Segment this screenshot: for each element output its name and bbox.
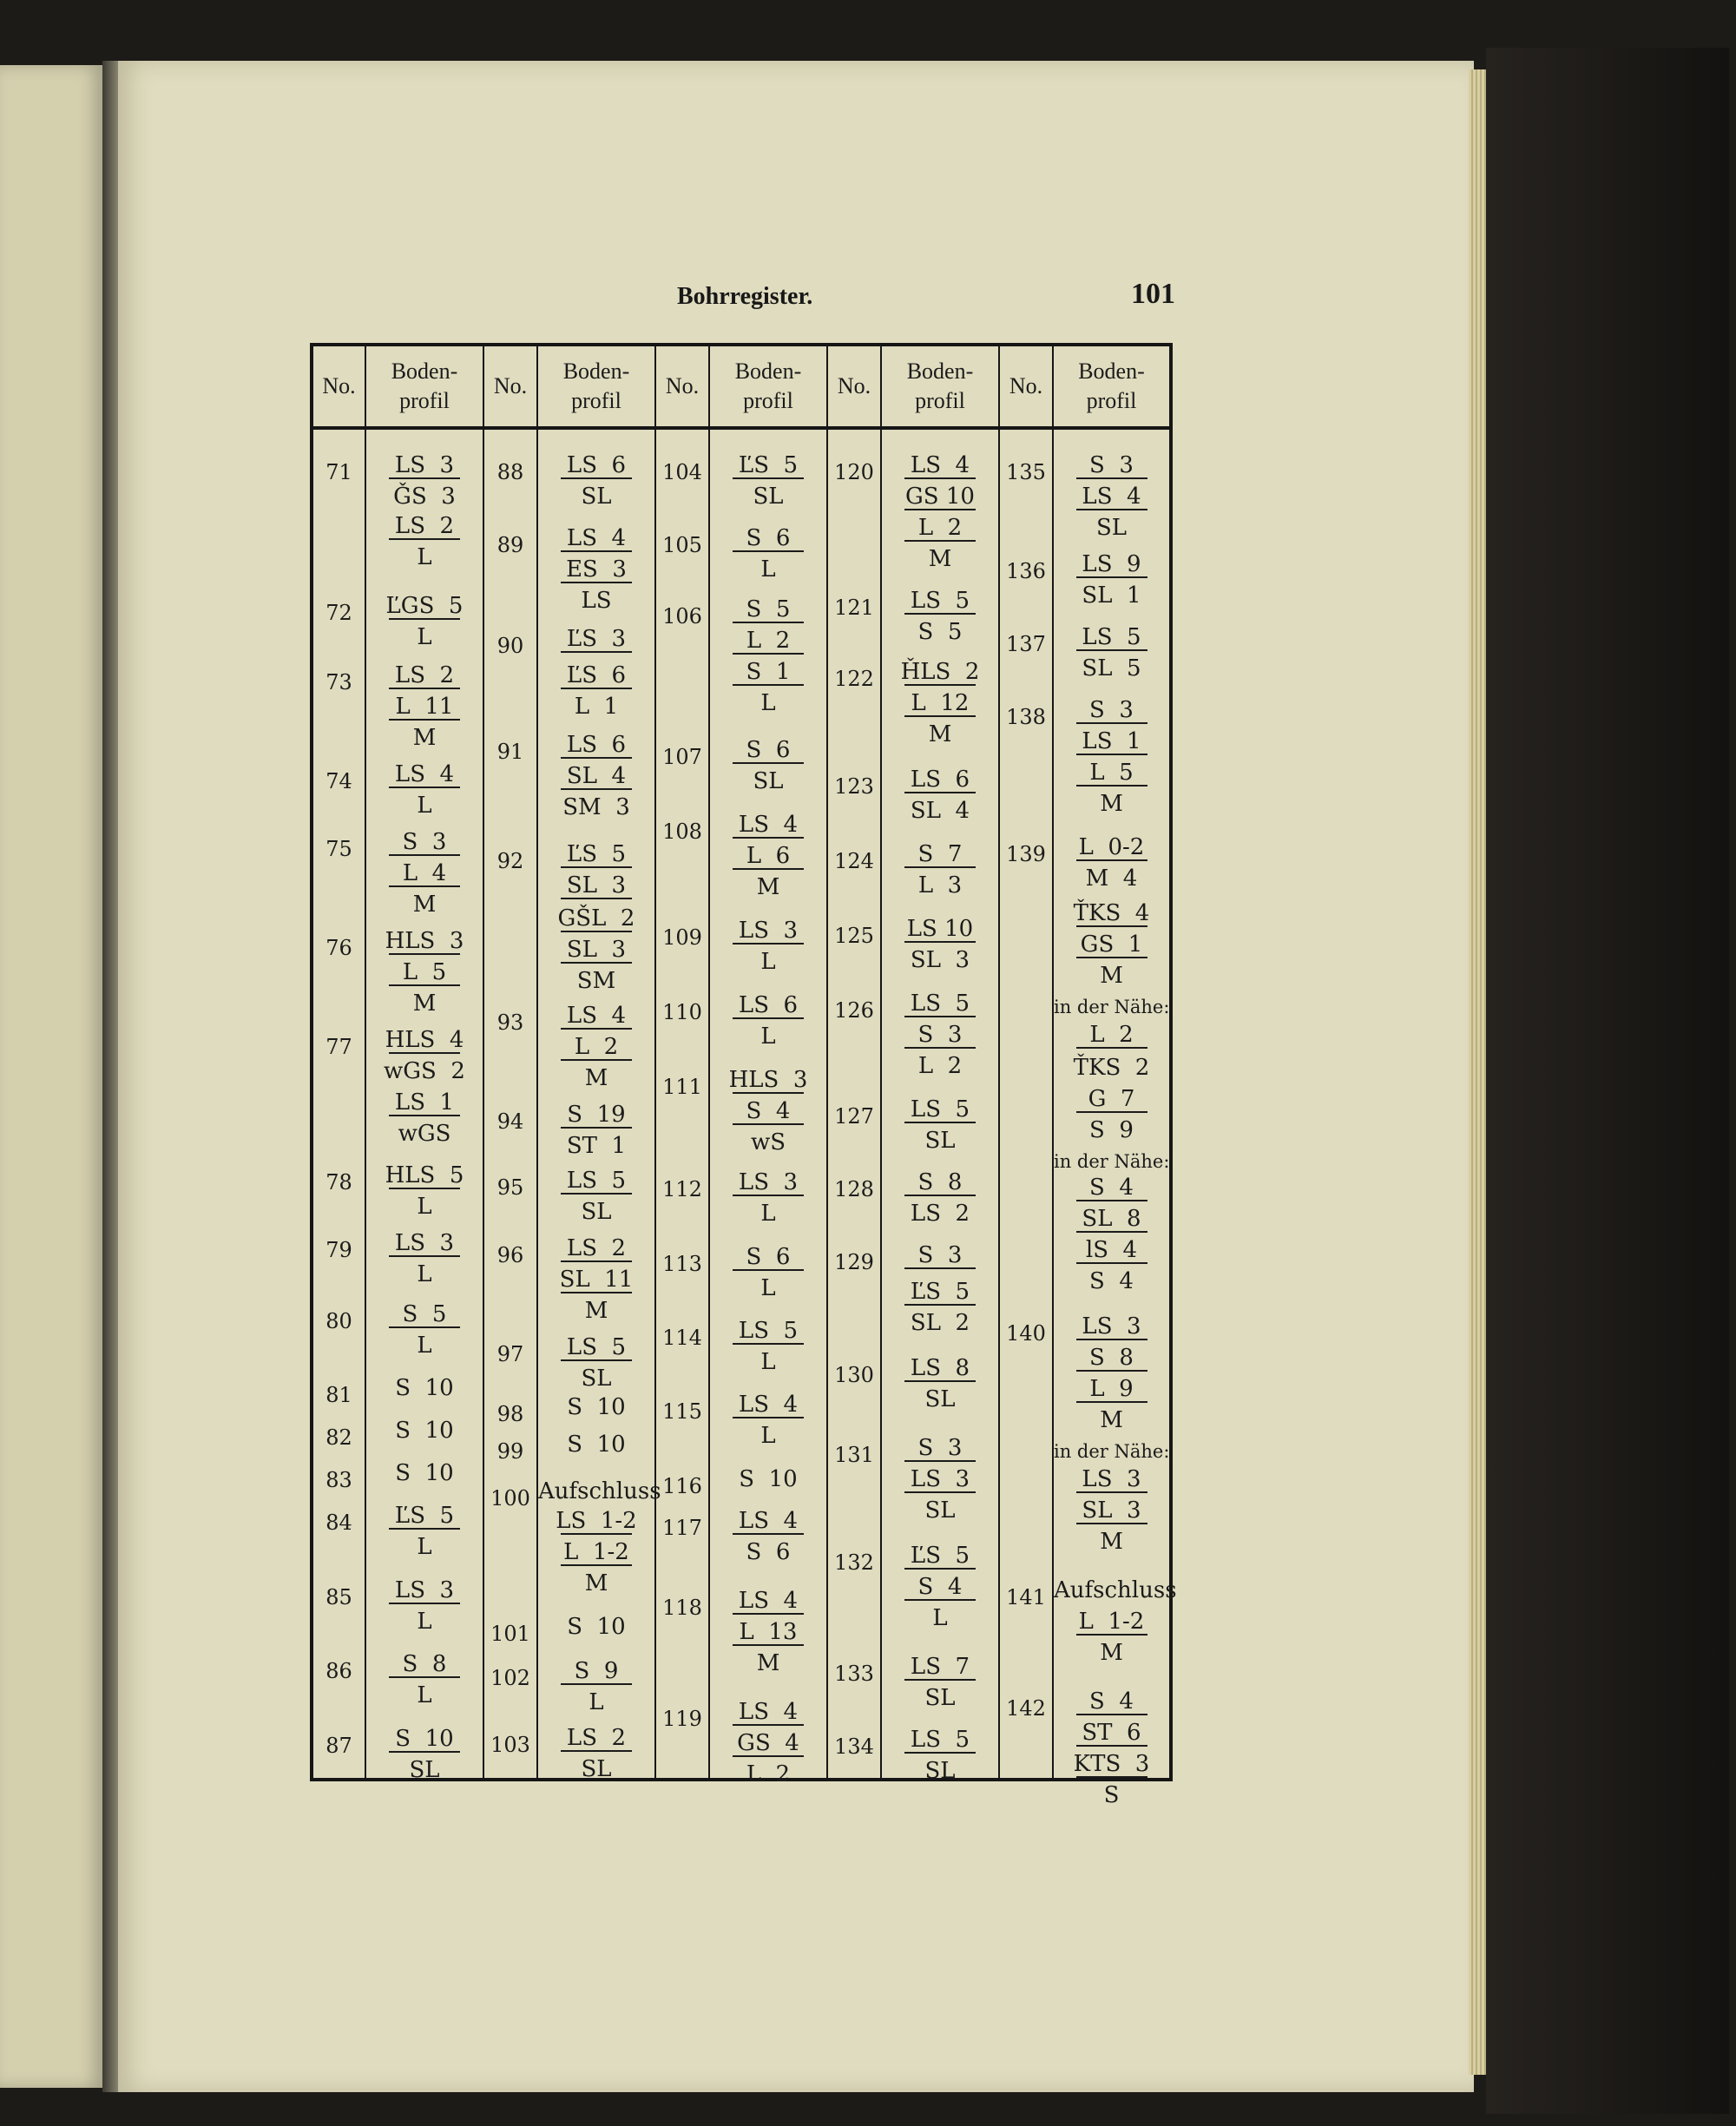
bohrung-number: 139 [1006, 842, 1046, 866]
profile-layer: L 0-2 [1054, 833, 1169, 862]
profile-layer: S 6 [710, 1242, 826, 1272]
header-bodenprofil: Boden- profil [1053, 345, 1171, 428]
profile-layer: M [584, 1065, 608, 1091]
profile-layer: L [417, 1609, 432, 1635]
table-header-row [312, 345, 1171, 428]
bohrung-number: 79 [326, 1238, 352, 1262]
profile-layer: M [584, 1298, 608, 1324]
profile-layer: HLS 5 [366, 1161, 483, 1190]
header-bodenprofil: Boden- profil [709, 345, 827, 428]
bohrung-number: 102 [490, 1666, 530, 1690]
bohrung-number: 71 [326, 460, 352, 484]
profile-layer: LS 9 [1054, 550, 1169, 579]
profile-layer: LS 7 [882, 1652, 998, 1682]
profile-layer: M [756, 1650, 780, 1676]
profile-layer: L [589, 1689, 604, 1715]
profile-layer: L 2 [882, 513, 998, 543]
profile-layer: SL 5 [1082, 655, 1141, 681]
profile-layer: L [760, 556, 776, 583]
bohrung-number: 96 [496, 1243, 524, 1267]
profile-layer: L 5 [1054, 758, 1169, 787]
profile-layer: S 8 [882, 1168, 998, 1197]
bohrung-number: 115 [662, 1399, 702, 1424]
bohrung-number: 114 [662, 1326, 702, 1350]
bohrung-number: 133 [834, 1662, 874, 1686]
number-column-2 [484, 430, 536, 1778]
profile-layer: HLS 4 [366, 1025, 483, 1055]
profile-layer: L 5 [366, 958, 483, 987]
bohrung-number: 77 [326, 1035, 352, 1059]
profile-layer: LS 4 [538, 1001, 654, 1030]
bohrung-number: 93 [496, 1010, 524, 1035]
profile-layer: L [932, 1605, 948, 1631]
bohrung-number: 92 [496, 849, 524, 873]
profile-layer: L [417, 1682, 432, 1708]
facing-page-edge [0, 65, 102, 2088]
profile-layer: SM 3 [562, 794, 630, 820]
profile-layer: S 4 [1089, 1268, 1134, 1294]
profile-layer: S 7 [882, 839, 998, 869]
bohrung-number: 78 [326, 1170, 352, 1195]
bohrung-number: 104 [662, 460, 702, 484]
profile-layer: L 3 [917, 872, 963, 898]
profile-layer: L 6 [710, 841, 826, 871]
profile-layer: ǦS 3 [393, 484, 456, 510]
bohrung-number: 116 [662, 1474, 702, 1498]
profile-layer: GS 10 [882, 482, 998, 511]
profile-layer: ĽS 5 [710, 451, 826, 480]
profile-layer: M 4 [1085, 866, 1138, 892]
profile-layer: S 5 [366, 1300, 483, 1329]
bohrung-number: 131 [834, 1443, 874, 1467]
profile-layer: M [756, 874, 780, 900]
profile-layer: SL 3 [538, 871, 654, 900]
profile-layer: S [1103, 1782, 1120, 1808]
profile-layer: L 2 [710, 626, 826, 655]
profile-layer: LS 3 [710, 1168, 826, 1197]
profile-layer: L 12 [882, 688, 998, 718]
profile-layer: SL [924, 1497, 956, 1524]
profile-layer: L [760, 1201, 776, 1227]
bohrung-number: 72 [326, 601, 352, 625]
bohrung-number: 107 [662, 745, 702, 769]
profile-layer: LS 3 [366, 1576, 483, 1605]
profile-layer: S 10 [567, 1614, 626, 1640]
profile-layer: ĽS 6 [538, 661, 654, 690]
profile-layer: LS 5 [882, 989, 998, 1018]
profile-layer: L [417, 1194, 432, 1220]
profile-layer: wGS 2 [384, 1058, 465, 1084]
bohrung-number: 97 [496, 1342, 524, 1366]
profile-layer: LS 3 [366, 1228, 483, 1258]
header-bodenprofil: Boden- profil [881, 345, 999, 428]
bohrung-number: 83 [326, 1468, 352, 1492]
profile-layer: LS 4 [1054, 482, 1169, 511]
bohrung-number: 100 [490, 1486, 530, 1511]
profile-layer: S 4 [1054, 1173, 1169, 1202]
profile-layer: S 10 [395, 1460, 454, 1486]
bohrung-number: 80 [326, 1309, 352, 1333]
profile-layer: S 4 [1054, 1687, 1169, 1716]
profile-layer: M [1100, 1640, 1123, 1666]
profile-layer: L [417, 1261, 432, 1287]
page-number: 101 [1131, 278, 1175, 310]
bohrung-number: 90 [496, 634, 524, 658]
profile-layer: SM [576, 968, 616, 994]
profile-layer: ST 6 [1054, 1718, 1169, 1748]
profile-layer: ĽS 5 [882, 1541, 998, 1570]
page-edges [1469, 69, 1486, 2075]
profile-layer: S 3 [882, 1020, 998, 1050]
profile-layer: L 2 [1054, 1020, 1169, 1050]
profile-layer: LS 1 [1054, 727, 1169, 756]
bohrung-number: 120 [834, 460, 874, 484]
bohrung-number: 103 [490, 1733, 530, 1757]
bohrung-number: 84 [326, 1511, 352, 1535]
profile-layer: S 19 [538, 1100, 654, 1129]
bohrung-number: 130 [834, 1363, 874, 1387]
bohrung-number: 128 [834, 1177, 874, 1201]
profile-layer: S 4 [882, 1572, 998, 1602]
bohrung-number: 118 [662, 1596, 702, 1620]
profile-layer: LS 5 [538, 1166, 654, 1195]
profile-layer: ĽS 3 [538, 624, 654, 654]
bohrung-number: 137 [1006, 632, 1046, 656]
bohrung-number: 86 [326, 1659, 352, 1683]
profile-layer: LS 4 [366, 760, 483, 789]
profile-layer: S 3 [882, 1433, 998, 1463]
bohrung-number: 136 [1006, 559, 1046, 583]
profile-layer: M [1100, 1529, 1123, 1555]
bohrung-number: 138 [1006, 705, 1046, 729]
bohrung-number: 142 [1006, 1696, 1046, 1721]
profile-column-4 [882, 430, 998, 1784]
profile-layer: LS 3 [366, 451, 483, 480]
profile-layer: LS 5 [538, 1333, 654, 1362]
bohrung-number: 123 [834, 774, 874, 799]
profile-layer: KTS 3 [1054, 1749, 1169, 1779]
running-title: Bohrregister. [677, 283, 813, 310]
bohrung-number: 106 [662, 604, 702, 629]
profile-layer: S 10 [395, 1375, 454, 1401]
profile-layer: L [760, 1423, 776, 1449]
profile-layer: L 2 [917, 1053, 963, 1079]
profile-layer: S 10 [395, 1418, 454, 1444]
profile-layer: L [417, 1333, 432, 1359]
profile-layer: S 10 [567, 1394, 626, 1420]
profile-layer: SL 4 [538, 761, 654, 791]
profile-layer: L 2 [746, 1761, 791, 1787]
profile-layer: M [928, 546, 952, 572]
profile-layer: SL 3 [1054, 1496, 1169, 1525]
profile-layer: S 10 [567, 1432, 626, 1458]
bohrung-number: 119 [662, 1707, 702, 1731]
header-no: No. [827, 345, 881, 428]
profile-layer: ST 1 [566, 1133, 627, 1159]
bohrung-number: 121 [834, 596, 874, 620]
bohrung-number: 140 [1006, 1321, 1046, 1346]
bohrung-number: 82 [326, 1425, 352, 1450]
bohrung-number: 124 [834, 849, 874, 873]
profile-layer: M [1100, 791, 1123, 817]
profile-layer: LS 6 [710, 991, 826, 1020]
bohrung-number: 109 [662, 925, 702, 950]
bohrung-number: 75 [326, 837, 352, 861]
profile-layer: SL 1 [1082, 583, 1141, 609]
profile-layer: M [412, 892, 437, 918]
profile-layer: SL 8 [1054, 1204, 1169, 1234]
profile-layer: ŤKS 2 [1073, 1055, 1150, 1081]
bohrung-number: 132 [834, 1550, 874, 1575]
profile-layer: LS 3 [1054, 1465, 1169, 1494]
profile-layer: ĽS 5 [882, 1277, 998, 1307]
profile-layer: S 6 [710, 735, 826, 765]
profile-layer: HLS 3 [710, 1065, 826, 1095]
bohrung-number: 89 [496, 533, 524, 557]
profile-layer: L [760, 1024, 776, 1050]
profile-layer: LS 5 [882, 1095, 998, 1124]
profile-layer: SL [1095, 515, 1128, 541]
profile-layer: SL 4 [910, 798, 970, 824]
bohrung-number: 113 [662, 1252, 702, 1276]
profile-layer: LS 8 [882, 1353, 998, 1383]
profile-layer: LS 6 [538, 730, 654, 760]
profile-layer: Aufschluss [1054, 1577, 1177, 1603]
profile-layer: LS 1 [366, 1088, 483, 1117]
profile-layer: S 3 [1054, 695, 1169, 725]
profile-layer: M [412, 725, 437, 751]
profile-layer: LS 2 [538, 1723, 654, 1753]
profile-layer: S 9 [538, 1656, 654, 1686]
profile-layer: wGS [398, 1121, 451, 1147]
bohrung-number: 98 [496, 1402, 524, 1426]
profile-layer: LS 2 [366, 661, 483, 690]
profile-layer: LS 4 [710, 1390, 826, 1419]
bohrung-number: 127 [834, 1104, 874, 1129]
profile-layer: Aufschluss [538, 1478, 661, 1504]
profile-layer: LS 5 [882, 1725, 998, 1754]
profile-layer: ĽS 5 [366, 1501, 483, 1530]
profile-layer: M [584, 1570, 608, 1596]
profile-layer: GS 1 [1054, 930, 1169, 959]
bohrung-number: 95 [496, 1175, 524, 1200]
bohrregister-table [310, 343, 1177, 1808]
bohrung-number: 134 [834, 1734, 874, 1759]
profile-layer: ES 3 [538, 555, 654, 584]
profile-layer: ŤKS 4 [1054, 898, 1169, 928]
profile-layer: in der Nähe: [1054, 1441, 1170, 1462]
profile-layer: L 1-2 [538, 1537, 654, 1567]
profile-layer: SL [924, 1386, 956, 1412]
profile-layer: HLS 3 [366, 926, 483, 956]
profile-layer: M [1100, 1407, 1123, 1433]
profile-layer: LS 2 [538, 1234, 654, 1263]
bohrung-number: 110 [662, 1000, 702, 1024]
bohrung-number: 126 [834, 998, 874, 1023]
bohrung-number: 111 [662, 1075, 702, 1099]
profile-layer: LS 4 [710, 1697, 826, 1727]
header-no: No. [655, 345, 709, 428]
profile-layer: S 8 [1054, 1343, 1169, 1372]
profile-layer: LS 1-2 [538, 1506, 654, 1536]
profile-layer: ĽS 5 [538, 839, 654, 869]
profile-layer: L [760, 690, 776, 716]
header-no: No. [312, 345, 365, 428]
profile-layer: S 6 [746, 1539, 791, 1565]
bohrung-number: 117 [662, 1516, 702, 1540]
profile-layer: S 6 [710, 523, 826, 553]
profile-layer: S 3 [882, 1241, 998, 1270]
profile-layer: SL [753, 768, 784, 794]
profile-layer: L 4 [366, 859, 483, 888]
profile-layer: S 3 [1054, 451, 1169, 480]
number-column-1 [313, 430, 365, 1778]
profile-layer: ȞLS 2 [882, 657, 998, 687]
profile-layer: LS 2 [910, 1201, 970, 1227]
profile-layer: LS 10 [882, 914, 998, 944]
profile-layer: LS 4 [538, 523, 654, 553]
profile-layer: S 4 [710, 1096, 826, 1126]
profile-layer: L [760, 1349, 776, 1375]
profile-layer: S 8 [366, 1649, 483, 1679]
profile-layer: S 5 [917, 619, 963, 645]
profile-layer: L [417, 793, 432, 819]
profile-layer: L 9 [1054, 1374, 1169, 1404]
profile-layer: GS 4 [710, 1728, 826, 1758]
bohrung-number: 76 [326, 936, 352, 960]
profile-column-5 [1054, 430, 1177, 1808]
profile-layer: LS 4 [710, 1506, 826, 1536]
profile-layer: LS 4 [710, 810, 826, 839]
profile-layer: LS 3 [882, 1465, 998, 1494]
profile-layer: L [417, 624, 432, 650]
profile-layer: lS 4 [1054, 1235, 1169, 1265]
profile-layer: LS 5 [1054, 622, 1169, 652]
profile-layer: S 1 [710, 657, 826, 687]
profile-layer: SL 2 [910, 1310, 970, 1336]
profile-layer: M [1100, 963, 1123, 989]
profile-layer: S 5 [710, 595, 826, 624]
number-column-3 [656, 430, 708, 1778]
profile-column-3 [710, 430, 826, 1787]
profile-layer: S 10 [739, 1466, 798, 1492]
bohrung-number: 101 [490, 1622, 530, 1646]
profile-layer: SL [753, 484, 784, 510]
profile-layer: SL 3 [910, 947, 970, 973]
profile-layer: LS 6 [882, 765, 998, 794]
profile-layer: M [928, 721, 952, 747]
bohrung-number: 74 [326, 769, 352, 793]
profile-layer: SL [581, 484, 612, 510]
header-no: No. [483, 345, 537, 428]
profile-layer: LS 4 [710, 1586, 826, 1616]
bohrung-number: 122 [834, 667, 874, 691]
profile-column-2 [538, 430, 661, 1782]
profile-layer: LS 2 [366, 511, 483, 541]
profile-layer: L [760, 949, 776, 975]
profile-layer: L 1 [574, 694, 619, 720]
profile-layer: SL 11 [538, 1265, 654, 1294]
profile-layer: L 2 [538, 1032, 654, 1062]
profile-layer: L 13 [710, 1617, 826, 1647]
profile-layer: L 11 [366, 692, 483, 721]
bohrung-number: 125 [834, 924, 874, 948]
profile-layer: SL 3 [538, 935, 654, 964]
profile-layer: LS 5 [710, 1316, 826, 1346]
profile-layer: SL [924, 1128, 956, 1154]
profile-layer: S 9 [1089, 1117, 1134, 1143]
profile-layer: G 7 [1054, 1084, 1169, 1114]
profile-layer: GŠL 2 [538, 904, 654, 933]
bohrung-number: 105 [662, 533, 702, 557]
profile-layer: wS [750, 1129, 786, 1155]
profile-layer: SL [924, 1685, 956, 1711]
profile-layer: SL [581, 1756, 612, 1782]
profile-layer: in der Nähe: [1054, 997, 1170, 1017]
table-body-row [312, 428, 1171, 1780]
number-column-5 [1000, 430, 1052, 1778]
bohrung-number: 112 [662, 1177, 702, 1201]
profile-layer: LS 6 [538, 451, 654, 480]
bohrung-number: 94 [496, 1109, 524, 1134]
bohrung-number: 91 [496, 740, 524, 764]
profile-layer: LS [581, 588, 612, 614]
bohrung-number: 81 [326, 1383, 352, 1407]
profile-layer: S 3 [366, 827, 483, 857]
bohrung-number: 129 [834, 1250, 874, 1274]
bohrung-number: 99 [496, 1439, 524, 1464]
bohrung-number: 88 [496, 460, 524, 484]
bohrung-number: 85 [326, 1585, 352, 1609]
profile-layer: L [417, 1534, 432, 1560]
profile-layer: ĽGS 5 [366, 591, 483, 621]
profile-layer: S 10 [366, 1724, 483, 1754]
bohrung-number: 73 [326, 670, 352, 694]
profile-layer: M [412, 991, 437, 1017]
bohrung-number: 87 [326, 1734, 352, 1758]
header-no: No. [999, 345, 1053, 428]
profile-layer: LS 3 [710, 916, 826, 945]
profile-layer: LS 3 [1054, 1312, 1169, 1341]
bohrung-number: 141 [1006, 1585, 1046, 1609]
bohrung-number: 108 [662, 819, 702, 844]
profile-layer: SL [581, 1366, 612, 1392]
profile-layer: SL [409, 1757, 440, 1783]
profile-layer: in der Nähe: [1054, 1151, 1170, 1172]
number-column-4 [828, 430, 880, 1778]
profile-layer: SL [581, 1199, 612, 1225]
header-bodenprofil: Boden- profil [365, 345, 483, 428]
profile-layer: SL [924, 1758, 956, 1784]
book-gutter [102, 61, 120, 2092]
bohrung-number: 135 [1006, 460, 1046, 484]
header-bodenprofil: Boden- profil [537, 345, 655, 428]
profile-layer: L 1-2 [1054, 1607, 1169, 1636]
profile-layer: L [760, 1275, 776, 1301]
book-cover [1486, 48, 1729, 2114]
profile-layer: LS 5 [882, 586, 998, 615]
profile-layer: L [417, 544, 432, 570]
profile-column-1 [366, 430, 483, 1783]
profile-layer: LS 4 [882, 451, 998, 480]
